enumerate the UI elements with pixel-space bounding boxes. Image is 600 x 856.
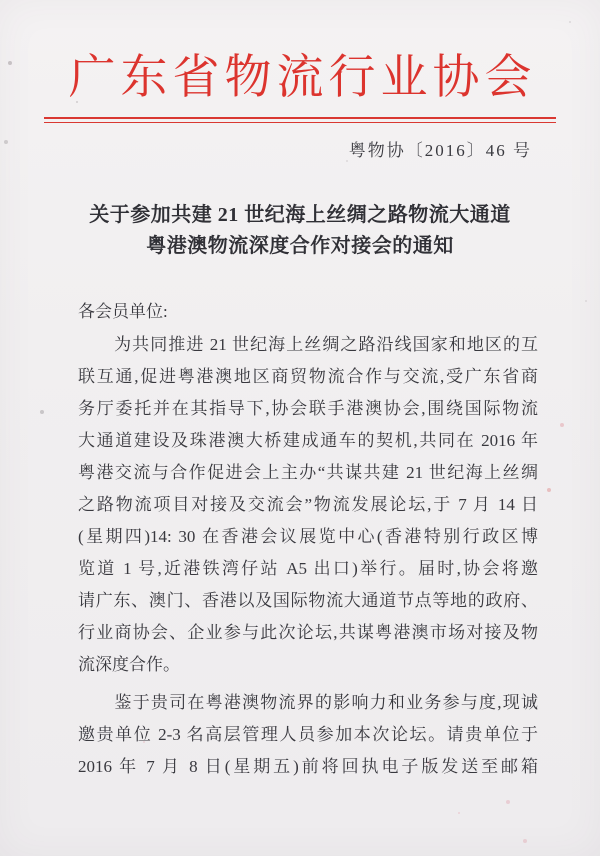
document-title [0,200,600,262]
body-text-line: 览道 1 号,近港铁湾仔站 A5 出口)举行。届时,协会将邀 [78,559,538,578]
body-text-line: 鉴于贵司在粤港澳物流界的影响力和业务参与度,现诚 [78,693,538,712]
letterhead-org-name: 广东省物流行业协会 [68,52,537,104]
body-text-line: (星期四)14: 30 在香港会议展览中心(香港特别行政区博 [78,527,538,546]
body-text-line: 流深度合作。 [78,655,180,674]
body-text-line: 行业商协会、企业参与此次论坛,共谋粤港澳市场对接及物 [78,623,538,642]
body-text-line: 请广东、澳门、香港以及国际物流大通道节点等地的政府、 [78,591,538,610]
body-text-line: 为共同推进 21 世纪海上丝绸之路沿线国家和地区的互 [78,335,538,354]
letterhead-divider-rule [44,117,556,123]
scan-speckles [0,0,2,2]
document-number: 粤物协〔2016〕46 号 [348,141,532,160]
body-paragraph-2 [78,687,538,783]
document-title-line2: 粤港澳物流深度合作对接会的通知 [146,235,454,257]
body-text-line: 之路物流项目对接及交流会”物流发展论坛,于 7 月 14 日 [78,495,538,514]
body-text-line: 2016 年 7 月 8 日(星期五)前将回执电子版发送至邮箱 [78,757,538,776]
body-text-line: 联互通,促进粤港澳地区商贸物流合作与交流,受广东省商 [78,367,538,386]
body-text-line: 邀贵单位 2-3 名高层管理人员参加本次论坛。请贵单位于 [78,725,538,744]
salutation: 各会员单位: [78,302,168,321]
body-text-line: 务厅委托并在其指导下,协会联手港澳协会,围绕国际物流 [78,399,538,418]
body-paragraph-1 [78,329,538,681]
body-text-line: 粤港交流与合作促进会上主办“共谋共建 21 世纪海上丝绸 [78,463,538,482]
document-title-line1: 关于参加共建 21 世纪海上丝绸之路物流大通道 [89,204,511,226]
body-text-line: 大通道建设及珠港澳大桥建成通车的契机,共同在 2016 年 [78,431,538,450]
